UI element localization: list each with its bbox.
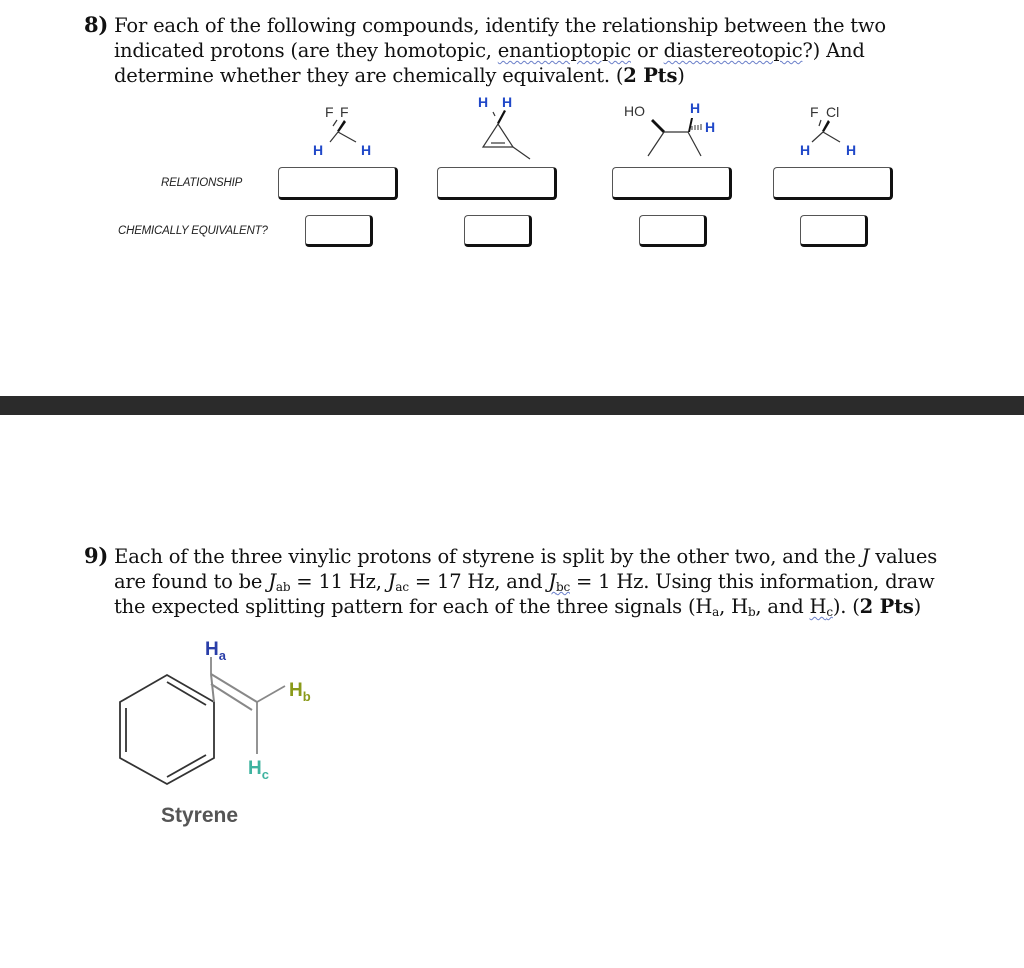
m3-wedge-oh — [651, 119, 665, 133]
q8-term-diastereotopic: diastereotopic — [663, 39, 803, 62]
molecule-3-alcohol — [620, 98, 740, 168]
relationship-label: RELATIONSHIP — [161, 177, 243, 189]
m1-bond-left — [330, 132, 338, 142]
q9-line-3 — [84, 594, 937, 619]
m2-methyl-bond — [513, 147, 530, 159]
q9-jab-sub: ab — [275, 580, 291, 594]
m4-cl: Cl — [826, 104, 840, 120]
m2-wedge-bond — [497, 110, 506, 124]
relationship-input-4[interactable] — [773, 167, 893, 200]
m3-h-right: H — [705, 119, 716, 135]
q9-jab-j: J — [268, 570, 276, 593]
molecule-4-chlorofluoro — [790, 98, 880, 168]
relationship-input-3[interactable] — [612, 167, 732, 200]
q8-line-1 — [84, 12, 886, 38]
hb-label — [289, 680, 311, 704]
q9-number: 9) — [84, 543, 109, 568]
q8-text-2b: or — [631, 39, 664, 62]
q8-text-2a: indicated protons (are they homotopic, — [114, 39, 498, 62]
ha-h: H — [205, 639, 219, 660]
q9-text-3c: , and — [755, 595, 810, 618]
q9-line-2 — [84, 569, 937, 594]
q9-jbc-j: J — [548, 570, 556, 593]
question-8 — [84, 12, 886, 88]
m4-h-right: H — [846, 142, 857, 158]
m2-hash-bond — [493, 112, 495, 116]
relationship-input-2[interactable] — [437, 167, 557, 200]
hb-h: H — [289, 680, 303, 701]
q9-points: 2 Pts — [859, 595, 914, 618]
q9-hc-sub: c — [826, 605, 833, 619]
m1-h-left: H — [313, 142, 324, 158]
m2-h-right: H — [502, 94, 513, 110]
q9-ha-sub: a — [712, 605, 720, 619]
styrene-structure — [80, 630, 340, 800]
hb-sub: b — [302, 689, 311, 704]
relationship-input-1[interactable] — [278, 167, 398, 200]
m4-bond-right — [823, 132, 840, 142]
q9-text-3a: the expected splitting pattern for each of the three signals (H — [114, 595, 713, 618]
q8-line-3 — [84, 63, 886, 88]
m1-f-right: F — [340, 104, 349, 120]
m1-f-left: F — [325, 104, 334, 120]
m4-wedge-bond — [822, 120, 830, 132]
q9-jac-value: = 17 Hz, and — [408, 570, 549, 593]
equivalent-input-2[interactable] — [464, 215, 532, 247]
hc-sub: c — [261, 767, 269, 782]
ha-sub: a — [218, 648, 226, 663]
ring-to-vinyl-bond — [211, 674, 214, 702]
q9-hb-sub: b — [747, 605, 756, 619]
benzene-ring — [120, 675, 214, 784]
q9-line-1 — [84, 543, 937, 569]
m4-h-left: H — [800, 142, 811, 158]
m2-h-left: H — [478, 94, 489, 110]
q8-text-2c: ?) And — [802, 39, 865, 62]
molecule-2-cyclopropene — [470, 92, 540, 162]
q8-term-enantiotopic: enantioptopic — [497, 39, 631, 62]
m1-wedge-bond — [337, 120, 346, 132]
m4-f: F — [810, 104, 819, 120]
question-9 — [84, 543, 937, 619]
q9-text-1a: Each of the three vinylic protons of styrene is split by the other two, and the — [114, 545, 862, 568]
q9-j-symbol: J — [861, 545, 870, 568]
q9-jac-j: J — [387, 570, 396, 593]
section-divider — [0, 396, 1024, 415]
hb-bond — [257, 686, 285, 702]
hc-h: H — [248, 758, 262, 779]
q9-text-3b: , H — [719, 595, 748, 618]
ha-label — [205, 639, 227, 663]
vinyl-bond-2 — [211, 684, 252, 710]
q9-text-3d: ). ( — [832, 595, 860, 618]
molecule-1-difluoro — [300, 98, 390, 168]
q9-jac-sub: ac — [395, 580, 409, 594]
q9-text-1b: values — [869, 545, 938, 568]
q8-points: 2 Pts — [623, 64, 678, 87]
q9-hc-h: H — [809, 595, 827, 618]
styrene-name: Styrene — [161, 804, 239, 827]
q9-text-2a: are found to be — [114, 570, 269, 593]
q8-text-3a: determine whether they are chemically equivalent. ( — [114, 64, 624, 87]
m1-h-right: H — [361, 142, 372, 158]
m4-hash-bond — [819, 120, 821, 126]
m3-bond-right — [688, 132, 701, 156]
q9-jbc-value: = 1 Hz. Using this information, draw — [570, 570, 935, 593]
q8-text-1: For each of the following compounds, identify the relationship between the two — [114, 14, 886, 37]
m3-ho: HO — [624, 103, 645, 119]
q9-jab-value: = 11 Hz, — [290, 570, 388, 593]
m3-h-top: H — [690, 100, 701, 116]
equivalent-label: CHEMICALLY EQUIVALENT? — [118, 225, 268, 237]
q9-text-3e: ) — [913, 595, 922, 618]
m3-bond-left — [648, 132, 664, 156]
q9-hc-term — [810, 595, 833, 618]
q8-line-2 — [84, 38, 886, 63]
hc-label — [248, 758, 269, 782]
equivalent-input-1[interactable] — [305, 215, 373, 247]
q9-jbc-term — [548, 570, 570, 593]
m1-hash-bond — [333, 120, 337, 126]
m1-bond-right — [338, 132, 356, 142]
equivalent-input-4[interactable] — [800, 215, 868, 247]
equivalent-input-3[interactable] — [639, 215, 707, 247]
q8-text-3b: ) — [677, 64, 685, 87]
q8-number: 8) — [84, 12, 109, 37]
q9-jbc-sub: bc — [555, 580, 570, 594]
m4-bond-left — [812, 132, 823, 142]
